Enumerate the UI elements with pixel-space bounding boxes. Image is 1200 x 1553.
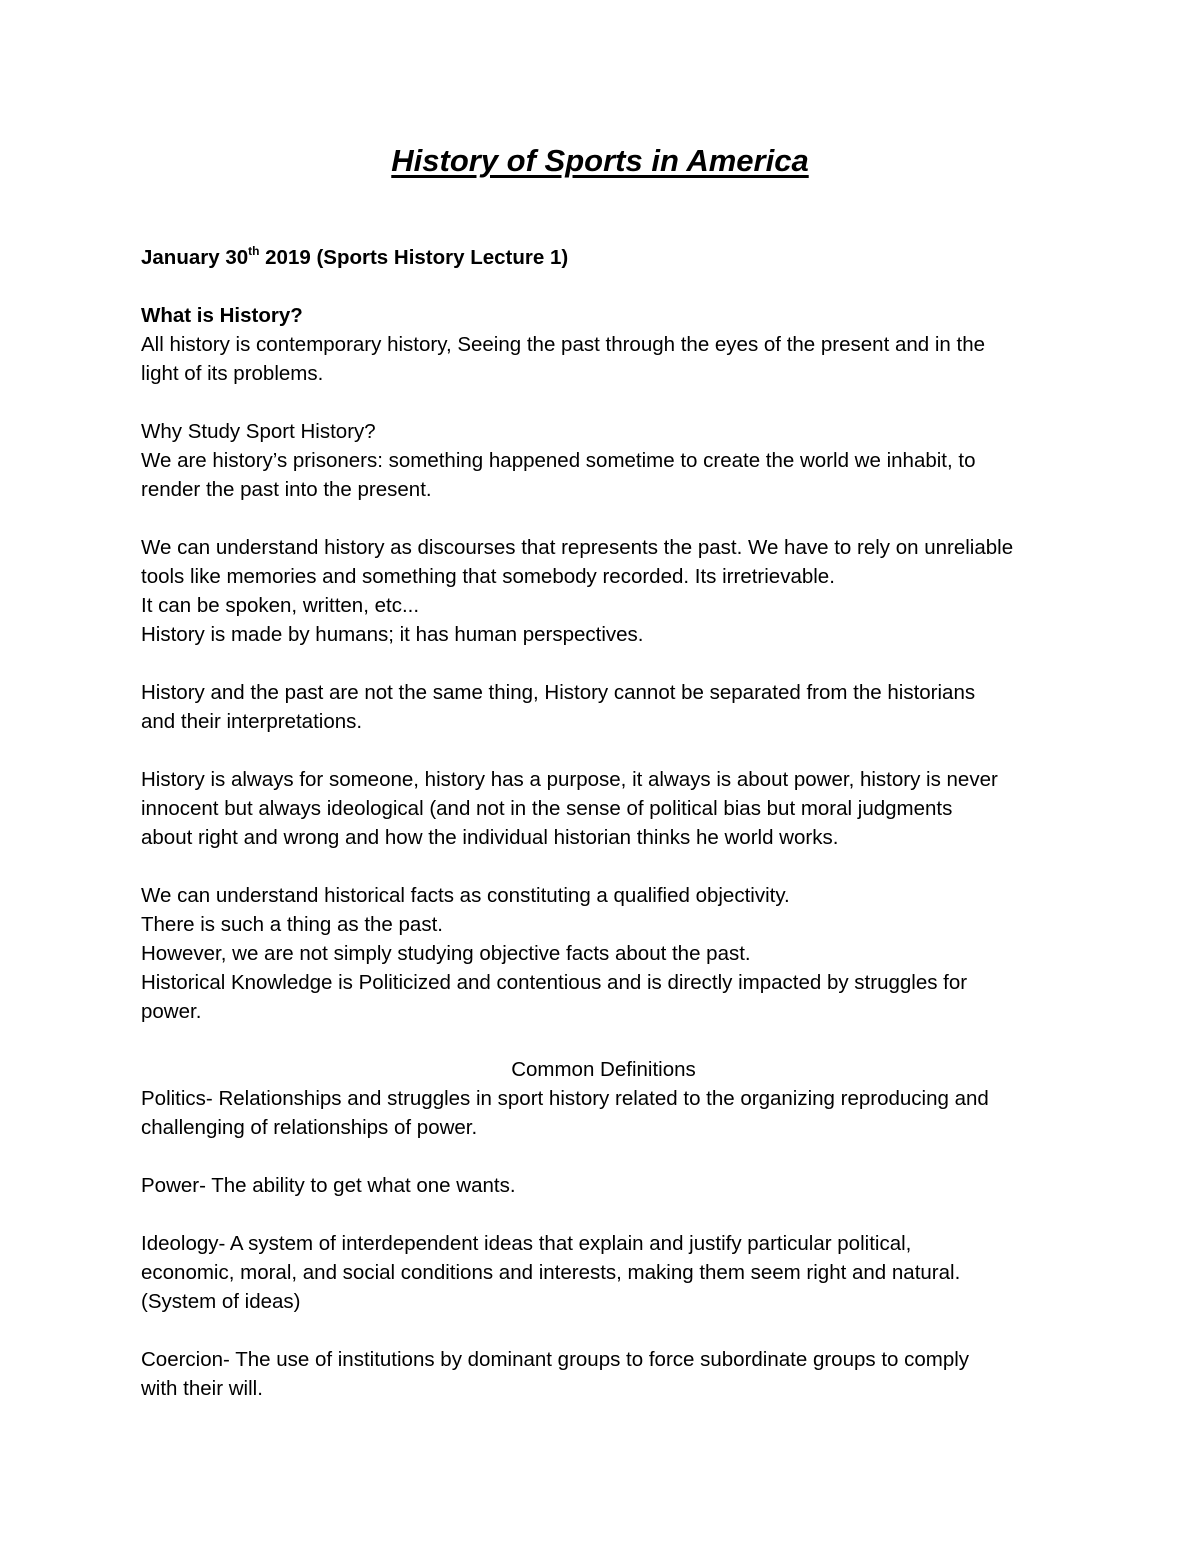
definition-power: Power- The ability to get what one wants. [141, 1174, 516, 1197]
paragraph-line: innocent but always ideological (and not in the sense of political bias but moral judgments [141, 797, 953, 820]
definition-politics-cont: challenging of relationships of power. [141, 1116, 478, 1139]
date-text: January 30 [141, 246, 249, 269]
common-definitions-heading: Common Definitions [511, 1058, 696, 1081]
paragraph-line: We can understand history as discourses that represents the past. We have to rely on unreliable [141, 536, 1014, 559]
paragraph-line: tools like memories and something that somebody recorded. Its irretrievable. [141, 565, 835, 588]
paragraph-line: power. [141, 1000, 202, 1023]
definition-politics: Politics- Relationships and struggles in sport history related to the organizing reproducing and [141, 1087, 989, 1110]
definition-ideology: Ideology- A system of interdependent ideas that explain and justify particular political, [141, 1232, 912, 1255]
paragraph-line: There is such a thing as the past. [141, 913, 443, 936]
definition-ideology-cont: (System of ideas) [141, 1290, 301, 1313]
what-is-history-heading: What is History? [141, 304, 303, 327]
paragraph-line: render the past into the present. [141, 478, 432, 501]
document-body [141, 243, 1066, 1403]
paragraph-line: History is always for someone, history has a purpose, it always is about power, history is never [141, 768, 998, 791]
document-title: History of Sports in America [391, 143, 809, 178]
definition-coercion-cont: with their will. [141, 1377, 263, 1400]
paragraph-line: However, we are not simply studying objective facts about the past. [141, 942, 751, 965]
definition-coercion: Coercion- The use of institutions by dominant groups to force subordinate groups to comply [141, 1348, 970, 1371]
paragraph-line: It can be spoken, written, etc... [141, 594, 420, 617]
paragraph-line: and their interpretations. [141, 710, 363, 733]
paragraph-line: light of its problems. [141, 362, 324, 385]
paragraph-line: History and the past are not the same thing, History cannot be separated from the historians [141, 681, 976, 704]
paragraph-line: We can understand historical facts as constituting a qualified objectivity. [141, 884, 790, 907]
date-lecture-label: 2019 (Sports History Lecture 1) [259, 246, 569, 269]
paragraph-line: All history is contemporary history, Seeing the past through the eyes of the present and in the [141, 333, 986, 356]
why-study-heading: Why Study Sport History? [141, 420, 376, 443]
paragraph-line: Historical Knowledge is Politicized and contentious and is directly impacted by struggles for [141, 971, 968, 994]
definition-ideology-cont: economic, moral, and social conditions and interests, making them seem right and natural. [141, 1261, 961, 1284]
paragraph-line: We are history’s prisoners: something happened sometime to create the world we inhabit, to [141, 449, 976, 472]
paragraph-line: History is made by humans; it has human perspectives. [141, 623, 644, 646]
paragraph-line: about right and wrong and how the individual historian thinks he world works. [141, 826, 839, 849]
lecture-date [141, 243, 1066, 272]
date-superscript: th [248, 244, 260, 258]
